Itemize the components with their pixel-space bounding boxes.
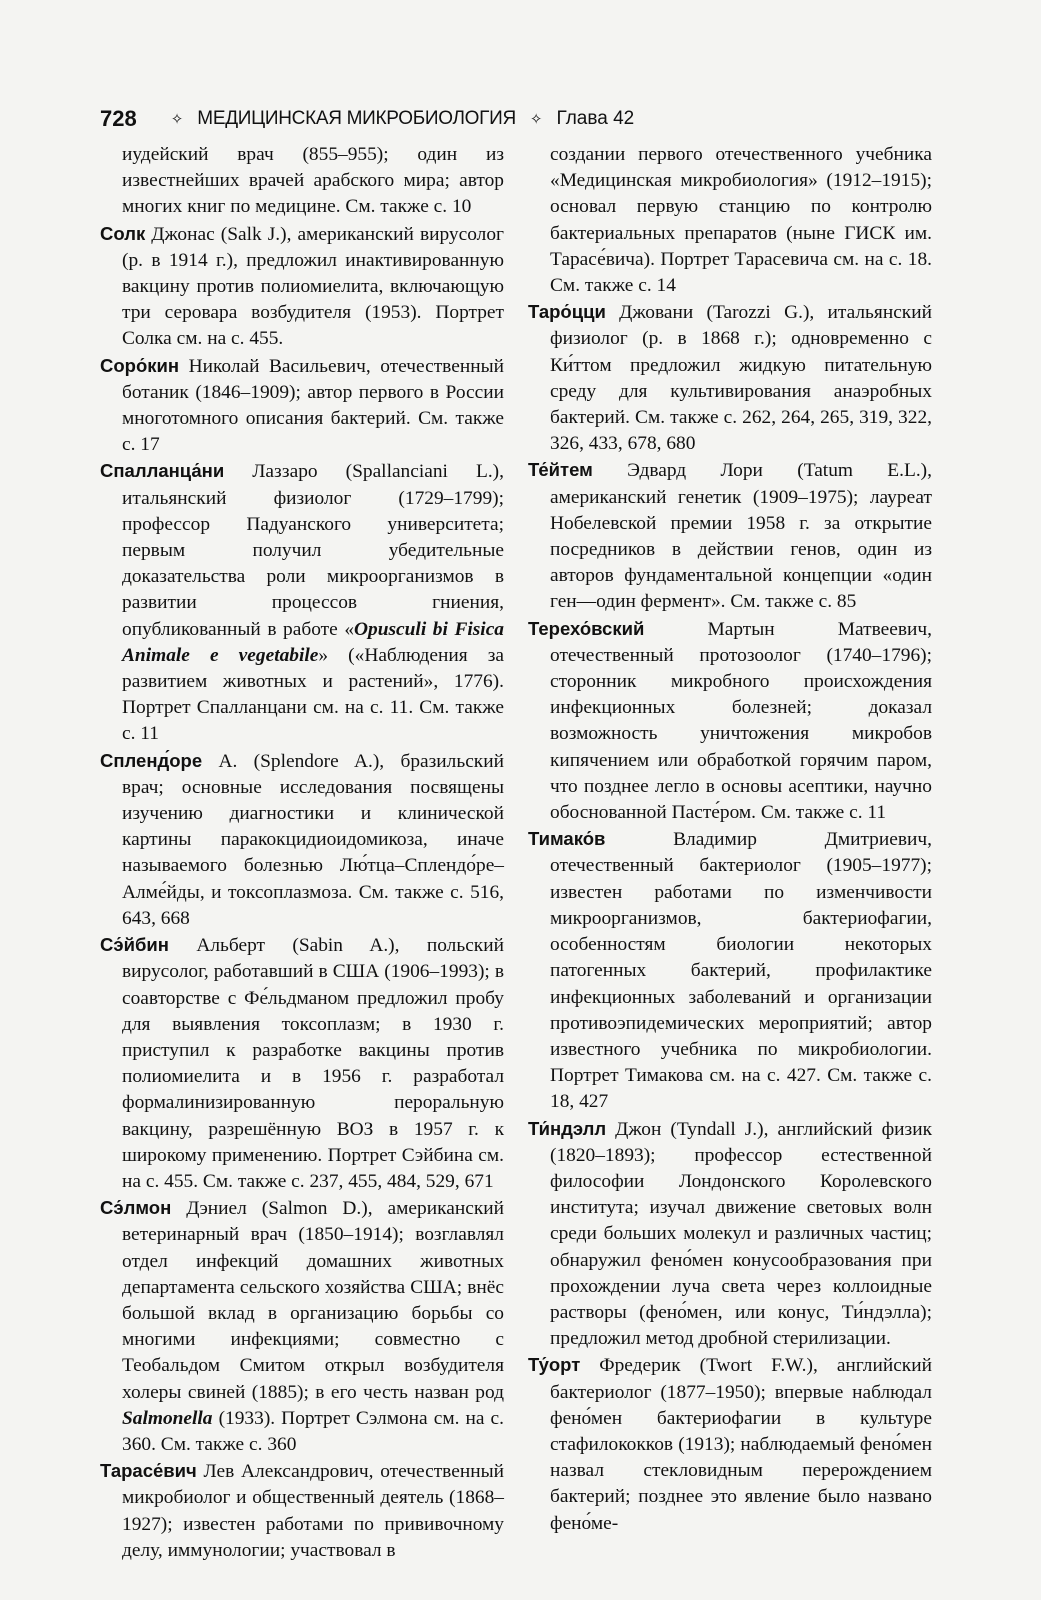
glossary-entry	[528, 142, 932, 299]
glossary-entry	[528, 616, 932, 827]
entry-text: Джон (Tyndall J.), английский физик (1820–1893); профессор естественной философии Лондонского Королевского института; изучал движение световых волн среди больших молекул и различных частиц; обнаружил фено́мен конусообразования при прохождении луча света через коллоидные растворы (фено́мен, или конус, Ти́ндэлла); предложил метод дробной стерилизации.	[550, 1118, 932, 1350]
glossary-entry	[100, 748, 504, 932]
glossary-entry	[100, 932, 504, 1195]
diamond-icon: ✧	[529, 111, 543, 128]
entry-text: Николай Васильевич, отечественный ботаник (1846–1909); автор первого в России многотомного описания бактерий. См. также с. 17	[122, 355, 504, 456]
glossary-entry	[100, 221, 504, 353]
entry-text: Мартын Матвеевич, отечественный протозоолог (1740–1796); сторонник микробного происхождения инфекционных болезней; доказал возможность уничтожения микробов кипячением или обработкой горячим паром, что позднее легло в основы асептики, научно обоснованной Пасте́ром. См. также с. 11	[550, 618, 932, 824]
right-column	[528, 142, 932, 1537]
entry-headword: Спленд́оре	[100, 749, 203, 771]
entry-headword: Тарасе́вич	[100, 1460, 197, 1482]
entry-text: иудейский врач (855–955); один из известнейших врачей арабского мира; автор многих книг по медицине. См. также с. 10	[122, 144, 504, 218]
entry-headword: Спалланца́ни	[100, 460, 225, 482]
entry-text: Альберт (Sabin A.), польский вирусолог, работавший в США (1906–1993); в соавторстве с Фе́льдманом предложил пробу для выявления токсоплазм; в 1930 г. приступил к разработке вакцины против полиомиелита и в 1956 г. разработал формалинизированную пероральную вакцину, разрешённую ВОЗ в 1957 г. к широкому применению. Портрет Сэйбина см. на с. 455. См. также с. 237, 455, 484, 529, 671	[122, 935, 504, 1192]
entry-text: А. (Splendore A.), бразильский врач; основные исследования посвящены изучению диагностики и клинической картины паракокцидиоидомикоза, иначе называемого болезнью Лю́тца–Сплендо́ре–Алме́йды, и токсоплазмоза. См. также с. 516, 643, 668	[122, 750, 504, 929]
entry-headword: Ти́ндэлл	[528, 1117, 607, 1139]
entry-headword: Сэ́йбин	[100, 934, 169, 956]
entry-text: Лаззаро (Spallanciani L.), итальянский физиолог (1729–1799); профессор Падуанского университета; первым получил убедительные доказательства роли микроорганизмов в развитии процессов гниения, опубликованный в работе «	[122, 461, 504, 640]
entry-text: Лев Александрович, отечественный микробиолог и общественный деятель (1868–1927); известен работами по прививочному делу, иммунологии; участвовал в	[122, 1461, 504, 1561]
glossary-entry	[100, 142, 504, 221]
diamond-icon: ✧	[170, 111, 184, 128]
entry-text: (1933). Портрет Сэлмона см. на с. 360. См. также с. 360	[122, 1407, 504, 1455]
entry-text: создании первого отечественного учебника «Медицинская микробиология» (1912–1915); основал первую станцию по контролю бактериальных препаратов (ныне ГИСК им. Тарасе́вича). Портрет Тарасевича см. на с. 18. См. также с. 14	[550, 144, 932, 297]
left-column	[100, 142, 504, 1564]
entry-headword: Терехо́вский	[528, 617, 645, 639]
running-title: МЕДИЦИНСКАЯ МИКРОБИОЛОГИЯ	[197, 108, 516, 129]
entry-text: Джовани (Tarozzi G.), итальянский физиолог (р. в 1868 г.); одновременно с Ки́ттом предложил жидкую питательную среду для культивирования анаэробных бактерий. См. также с. 262, 264, 265, 319, 322, 326, 433, 678, 680	[550, 302, 932, 455]
entry-text: Джонас (Salk J.), американский вирусолог (р. в 1914 г.), предложил инактивированную вакцину против полиомиелита, включающую три серовара возбудителя (1953). Портрет Солка см. на с. 455.	[122, 223, 504, 350]
glossary-entry	[100, 1458, 504, 1564]
glossary-entry	[100, 458, 504, 747]
glossary-entry	[528, 826, 932, 1115]
glossary-entry	[528, 1116, 932, 1353]
chapter-label: Глава 42	[556, 108, 635, 129]
entry-headword: Соро́кин	[100, 354, 180, 376]
entry-headword: Таро́цци	[528, 301, 606, 323]
glossary-entry	[100, 353, 504, 459]
work-title: Opusculi bi Fisica Animale e vegetabile	[122, 618, 504, 666]
entry-text: Эдвард Лори (Tatum E.L.), американский генетик (1909–1975); лауреат Нобелевской премии 1958 г. за открытие посредников в действии генов, один из авторов фундаментальной концепции «один ген—один фермент». См. также с. 85	[550, 460, 932, 613]
glossary-entry	[528, 457, 932, 615]
entry-headword: Сэ́лмон	[100, 1197, 172, 1219]
glossary-entry	[528, 299, 932, 457]
entry-text: » («Наблюдения за развитием животных и растений», 1776). Портрет Спалланцани см. на с. 11. См. также с. 11	[122, 644, 505, 745]
entry-text: Фредерик (Twort F.W.), английский бактериолог (1877–1950); впервые наблюдал фено́мен бактериофагии в культуре стафилококков (1913); наблюдаемый фено́мен назвал стекловидным перерождением бактерий; позднее это явление было названо фено́ме-	[550, 1355, 932, 1534]
entry-text: Владимир Дмитриевич, отечественный бактериолог (1905–1977); известен работами по изменчивости микроорганизмов, бактериофагии, особенностям биологии некоторых патогенных бактерий, профилактике инфекционных заболеваний и организации противоэпидемических мероприятий; автор известного учебника по микробиологии. Портрет Тимакова см. на с. 427. См. также с. 18, 427	[550, 829, 932, 1113]
running-header	[100, 101, 940, 137]
entry-text: Дэниел (Salmon D.), американский ветеринарный врач (1850–1914); возглавлял отдел инфекций домашних животных департамента сельского хозяйства США; внёс большой вклад в организацию борьбы со многими инфекциями; совместно с Теобальдом Смитом открыл возбудителя холеры свиней (1885); в его честь назван род	[122, 1198, 504, 1403]
entry-headword: Ту́орт	[528, 1354, 581, 1376]
entry-headword: Солк	[100, 222, 146, 244]
genus-name: Salmonella	[122, 1407, 213, 1429]
entry-headword: Те́йтем	[528, 459, 593, 481]
page-number: 728	[100, 106, 137, 131]
entry-headword: Тимако́в	[528, 828, 606, 850]
glossary-entry	[100, 1195, 504, 1458]
glossary-entry	[528, 1352, 932, 1536]
